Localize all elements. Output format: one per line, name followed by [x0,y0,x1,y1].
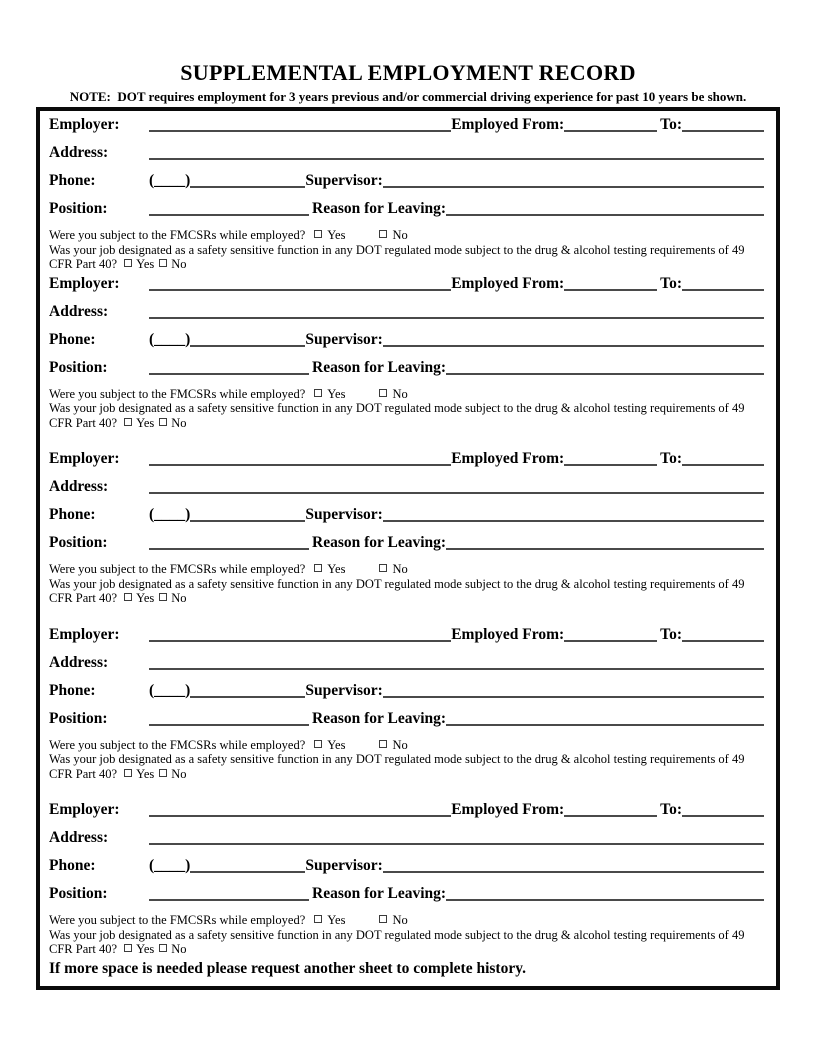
employer-input[interactable] [149,814,451,817]
phone-number-input[interactable] [190,185,305,188]
position-row [49,710,764,727]
phone-number-input[interactable] [190,695,305,698]
phone-row [49,331,764,348]
employer-row [49,801,764,818]
address-row [49,654,764,671]
address-input[interactable] [149,316,764,319]
employer-label: Employer: [49,625,120,643]
safety-question: Was your job designated as a safety sensitive function in any DOT regulated mode subject to the drug & alcohol testing requirements of 49 CFR Part 40? [49,752,748,781]
safety-no-label: No [171,766,187,781]
employer-row [49,116,764,133]
phone-label: Phone: [49,172,96,189]
fmcsr-yes-label: Yes [327,386,346,401]
employed-from-label: Employed From: [451,116,565,133]
employed-from-label: Employed From: [451,625,565,643]
employed-to-input[interactable] [682,639,764,642]
supervisor-label: Supervisor: [305,506,383,523]
employment-record [49,626,764,782]
employed-to-label: To: [660,801,682,818]
address-label: Address: [49,302,109,320]
records-container [49,116,764,957]
safety-question-row [49,752,764,781]
fmcsr-yes-checkbox[interactable] [314,230,322,238]
phone-number-input[interactable] [190,344,305,347]
reason-for-leaving-label: Reason for Leaving: [312,709,447,727]
fmcsr-question: Were you subject to the FMCSRs while employed? [49,386,306,401]
safety-no-label: No [171,257,187,271]
employed-to-input[interactable] [682,288,764,291]
employment-form-box [36,107,780,990]
address-row [49,829,764,846]
supervisor-label: Supervisor: [305,330,383,348]
fmcsr-no-label: No [392,737,408,752]
safety-yes-label: Yes [136,766,155,781]
safety-question-row [49,243,764,272]
reason-for-leaving-input[interactable] [446,372,764,375]
employer-input[interactable] [149,129,451,132]
phone-label: Phone: [49,330,96,348]
fmcsr-yes-checkbox[interactable] [314,389,322,397]
employed-to-label: To: [660,116,682,133]
employer-input[interactable] [149,288,451,291]
safety-yes-label: Yes [136,257,155,271]
reason-for-leaving-input[interactable] [446,723,764,726]
safety-yes-label: Yes [136,415,155,430]
supervisor-label: Supervisor: [305,857,383,874]
employer-row [49,275,764,292]
phone-label: Phone: [49,506,96,523]
fmcsr-question: Were you subject to the FMCSRs while employed? [49,562,306,576]
address-label: Address: [49,478,109,495]
employed-to-input[interactable] [682,814,764,817]
employed-from-input[interactable] [564,463,657,466]
safety-no-checkbox[interactable] [159,944,167,952]
employment-record [49,801,764,957]
phone-row [49,857,764,874]
supervisor-input[interactable] [383,870,764,873]
fmcsr-yes-label: Yes [327,913,346,927]
reason-for-leaving-label: Reason for Leaving: [312,358,447,376]
fmcsr-no-checkbox[interactable] [379,740,387,748]
position-label: Position: [49,200,108,217]
phone-area-code-field[interactable]: (____) [149,506,191,523]
note-line: NOTE: DOT requires employment for 3 years previous and/or commercial driving experience for past 10 years be shown. [69,89,747,104]
supervisor-input[interactable] [383,695,764,698]
supervisor-label: Supervisor: [305,172,383,189]
fmcsr-question-row [49,387,764,402]
fmcsr-question: Were you subject to the FMCSRs while employed? [49,913,306,927]
phone-number-input[interactable] [190,870,305,873]
employed-to-label: To: [660,625,682,643]
fmcsr-question: Were you subject to the FMCSRs while employed? [49,228,306,242]
safety-yes-checkbox[interactable] [124,418,132,426]
phone-area-code-field[interactable]: (____) [149,330,191,348]
fmcsr-question-row [49,913,764,928]
safety-question: Was your job designated as a safety sensitive function in any DOT regulated mode subject to the drug & alcohol testing requirements of 49 CFR Part 40? [49,242,748,271]
safety-no-label: No [171,591,187,605]
employer-label: Employer: [49,274,120,292]
position-row [49,359,764,376]
employer-label: Employer: [49,801,120,818]
safety-no-checkbox[interactable] [159,593,167,601]
employed-from-label: Employed From: [451,801,565,818]
phone-number-input[interactable] [190,519,305,522]
safety-yes-checkbox[interactable] [124,944,132,952]
address-row [49,303,764,320]
safety-question-row [49,401,764,430]
employment-record [49,275,764,431]
safety-question-row [49,928,764,957]
supervisor-label: Supervisor: [305,681,383,699]
fmcsr-question: Were you subject to the FMCSRs while employed? [49,737,306,752]
position-label: Position: [49,885,108,902]
position-row [49,885,764,902]
employed-from-input[interactable] [564,129,657,132]
reason-for-leaving-label: Reason for Leaving: [312,885,447,902]
position-input[interactable] [149,723,309,726]
address-label: Address: [49,144,109,161]
fmcsr-question-row [49,228,764,243]
phone-label: Phone: [49,857,96,874]
phone-area-code-field[interactable]: (____) [149,172,191,189]
safety-question: Was your job designated as a safety sensitive function in any DOT regulated mode subject to the drug & alcohol testing requirements of 49 CFR Part 40? [49,927,748,956]
employment-record [49,116,764,272]
employed-from-label: Employed From: [451,450,565,467]
safety-yes-label: Yes [136,942,155,956]
address-input[interactable] [149,842,764,845]
fmcsr-no-checkbox[interactable] [379,230,387,238]
reason-for-leaving-input[interactable] [446,898,764,901]
fmcsr-yes-label: Yes [327,737,346,752]
reason-for-leaving-input[interactable] [446,213,764,216]
safety-no-label: No [171,415,187,430]
safety-yes-checkbox[interactable] [124,593,132,601]
employer-input[interactable] [149,639,451,642]
safety-no-checkbox[interactable] [159,259,167,267]
position-label: Position: [49,709,108,727]
reason-for-leaving-input[interactable] [446,547,764,550]
form-title: SUPPLEMENTAL EMPLOYMENT RECORD [180,60,636,85]
safety-no-checkbox[interactable] [159,769,167,777]
position-label: Position: [49,534,108,551]
supervisor-input[interactable] [383,344,764,347]
employed-from-label: Employed From: [451,274,565,292]
employer-row [49,450,764,467]
employed-from-input[interactable] [564,814,657,817]
reason-for-leaving-label: Reason for Leaving: [312,200,447,217]
fmcsr-no-label: No [392,913,408,927]
position-row [49,534,764,551]
fmcsr-yes-checkbox[interactable] [314,915,322,923]
employed-from-input[interactable] [564,639,657,642]
employed-to-input[interactable] [682,463,764,466]
fmcsr-question-row [49,562,764,577]
employer-input[interactable] [149,463,451,466]
fmcsr-yes-label: Yes [327,562,346,576]
fmcsr-question-row [49,738,764,753]
position-input[interactable] [149,547,309,550]
safety-question-row [49,577,764,606]
employed-to-input[interactable] [682,129,764,132]
fmcsr-yes-checkbox[interactable] [314,564,322,572]
fmcsr-yes-label: Yes [327,228,346,242]
phone-label: Phone: [49,681,96,699]
position-row [49,200,764,217]
phone-area-code-field[interactable]: (____) [149,681,191,699]
employed-to-label: To: [660,274,682,292]
address-input[interactable] [149,667,764,670]
phone-row [49,172,764,189]
fmcsr-no-checkbox[interactable] [379,389,387,397]
employment-record [49,450,764,606]
reason-for-leaving-label: Reason for Leaving: [312,534,447,551]
supervisor-input[interactable] [383,185,764,188]
fmcsr-yes-checkbox[interactable] [314,740,322,748]
fmcsr-no-checkbox[interactable] [379,915,387,923]
fmcsr-no-label: No [392,228,408,242]
footer-instruction: If more space is needed please request another sheet to complete history. [49,959,526,977]
supervisor-input[interactable] [383,519,764,522]
phone-row [49,506,764,523]
employer-label: Employer: [49,450,120,467]
address-row [49,478,764,495]
employed-from-input[interactable] [564,288,657,291]
address-input[interactable] [149,157,764,160]
safety-no-label: No [171,942,187,956]
employer-label: Employer: [49,116,120,133]
fmcsr-no-label: No [392,386,408,401]
safety-question: Was your job designated as a safety sensitive function in any DOT regulated mode subject to the drug & alcohol testing requirements of 49 CFR Part 40? [49,576,748,605]
position-input[interactable] [149,372,309,375]
employer-row [49,626,764,643]
address-row [49,144,764,161]
safety-yes-label: Yes [136,591,155,605]
safety-question: Was your job designated as a safety sensitive function in any DOT regulated mode subject to the drug & alcohol testing requirements of 49 CFR Part 40? [49,401,748,430]
position-label: Position: [49,358,108,376]
safety-yes-checkbox[interactable] [124,769,132,777]
fmcsr-no-label: No [392,562,408,576]
employed-to-label: To: [660,450,682,467]
safety-no-checkbox[interactable] [159,418,167,426]
phone-row [49,682,764,699]
address-input[interactable] [149,491,764,494]
address-label: Address: [49,829,109,846]
safety-yes-checkbox[interactable] [124,259,132,267]
phone-area-code-field[interactable]: (____) [149,857,191,874]
position-input[interactable] [149,213,309,216]
address-label: Address: [49,653,109,671]
fmcsr-no-checkbox[interactable] [379,564,387,572]
position-input[interactable] [149,898,309,901]
